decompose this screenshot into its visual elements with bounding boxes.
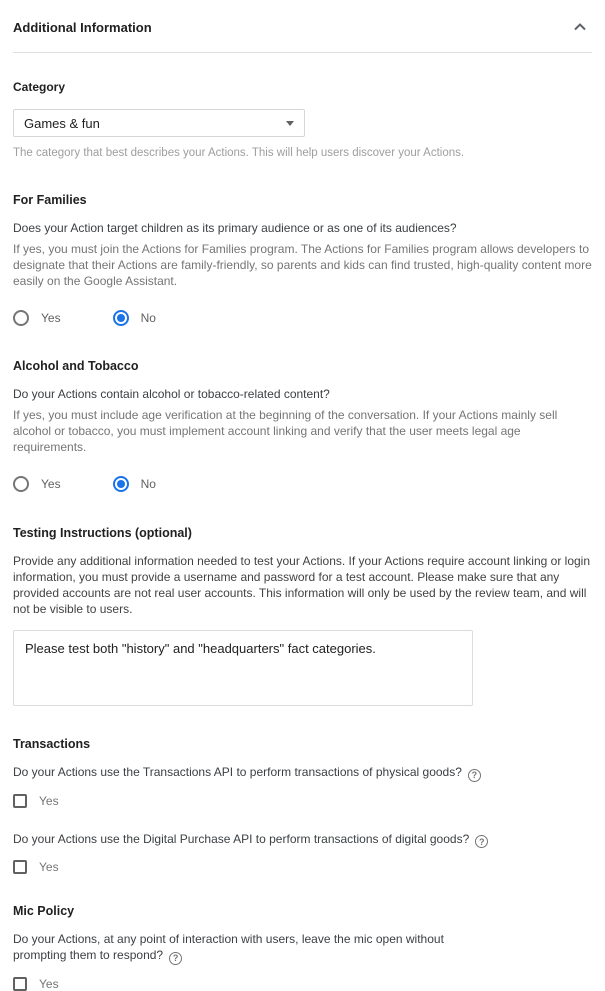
checkbox-unchecked-icon[interactable] — [13, 794, 27, 808]
alcohol-tobacco-radio-no[interactable] — [113, 476, 156, 492]
radio-yes-label: Yes — [41, 477, 61, 491]
transactions-physical-question-text: Do your Actions use the Transactions API to perform transactions of physical goods? — [13, 765, 462, 779]
radio-yes-label: Yes — [41, 311, 61, 325]
alcohol-tobacco-question: Do your Actions contain alcohol or tobacco-related content? — [13, 387, 330, 401]
transactions-digital-question — [13, 831, 592, 849]
for-families-radio-yes[interactable] — [13, 310, 61, 326]
checkbox-yes-label: Yes — [39, 976, 59, 991]
checkbox-yes-label: Yes — [39, 860, 59, 874]
testing-instructions-description: Provide any additional information needed to test your Actions. If your Actions require account linking or login information, you must provide a username and password for a test account. Please make sure that any provided accounts are not real user accounts. This information will only be used by the review team, and will not be visible to users. — [13, 554, 591, 616]
collapse-chevron-up-icon[interactable] — [568, 15, 592, 39]
checkbox-yes-label: Yes — [39, 793, 59, 808]
alcohol-tobacco-title: Alcohol and Tobacco — [13, 359, 139, 373]
category-selected-value: Games & fun — [24, 115, 100, 131]
radio-selected-icon[interactable] — [113, 476, 129, 492]
checkbox-unchecked-icon[interactable] — [13, 860, 27, 874]
radio-unselected-icon[interactable] — [13, 476, 29, 492]
help-icon[interactable]: ? — [468, 769, 481, 782]
transactions-digital-checkbox-row[interactable] — [13, 860, 592, 874]
category-dropdown[interactable] — [13, 109, 305, 137]
dropdown-caret-icon — [286, 121, 294, 126]
alcohol-tobacco-radio-yes[interactable] — [13, 476, 61, 492]
help-icon[interactable]: ? — [475, 835, 488, 848]
mic-policy-checkbox-row[interactable] — [13, 977, 592, 991]
transactions-title: Transactions — [13, 737, 91, 751]
panel-header — [13, 0, 592, 53]
radio-selected-icon[interactable] — [113, 310, 129, 326]
for-families-question: Does your Action target children as its primary audience or as one of its audiences? — [13, 221, 457, 235]
mic-policy-question — [13, 931, 483, 965]
transactions-digital-question-text: Do your Actions use the Digital Purchase API to perform transactions of digital goods? — [13, 831, 470, 846]
mic-policy-question-text: Do your Actions, at any point of interaction with users, leave the mic open without prompting them to respond? — [13, 932, 444, 962]
panel-title: Additional Information — [13, 19, 152, 35]
testing-instructions-textarea[interactable] — [13, 630, 473, 706]
for-families-radio-no[interactable] — [113, 310, 156, 326]
testing-instructions-title: Testing Instructions (optional) — [13, 526, 192, 540]
transactions-physical-question — [13, 764, 592, 782]
radio-no-label: No — [140, 311, 156, 325]
alcohol-tobacco-radio-group — [13, 476, 592, 492]
radio-unselected-icon[interactable] — [13, 310, 29, 326]
checkbox-unchecked-icon[interactable] — [13, 977, 27, 991]
for-families-radio-group — [13, 310, 592, 326]
mic-policy-title: Mic Policy — [13, 904, 75, 918]
category-helper-text: The category that best describes your Actions. This will help users discover your Actions. — [13, 147, 465, 159]
help-icon[interactable]: ? — [169, 952, 182, 965]
for-families-title: For Families — [13, 193, 87, 207]
for-families-helper: If yes, you must join the Actions for Families program. The Actions for Families program allows developers to designate that their Actions are family-friendly, so parents and kids can find trusted, high-quality content more easily on the Google Assistant. — [13, 242, 592, 288]
transactions-physical-checkbox-row[interactable] — [13, 794, 592, 808]
category-label: Category — [13, 80, 66, 94]
alcohol-tobacco-helper: If yes, you must include age verification at the beginning of the conversation. If your Actions mainly sell alcohol or tobacco, you must implement account linking and verify that the user meets legal age requirements. — [13, 408, 558, 454]
radio-no-label: No — [140, 477, 156, 491]
